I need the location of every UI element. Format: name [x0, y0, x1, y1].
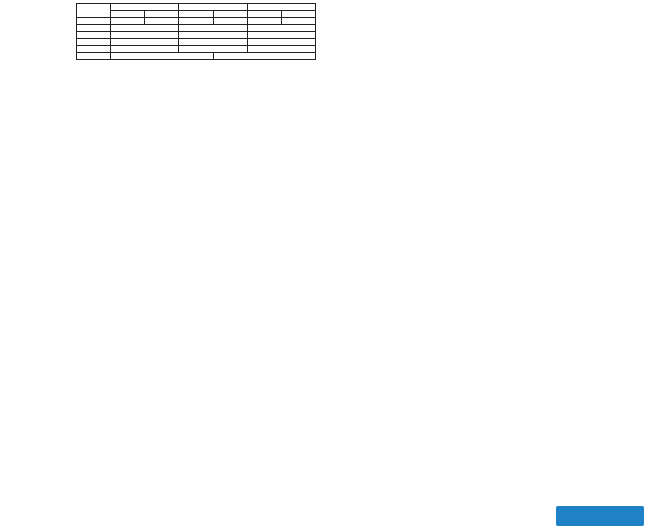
- table1-subhead: [281, 11, 315, 18]
- table1-group-yamaguchi: [111, 4, 179, 11]
- table1-row-head: [77, 32, 111, 39]
- table1-subhead: [247, 11, 281, 18]
- table1-cell: [179, 39, 247, 46]
- table1-cell: [111, 53, 213, 60]
- table1-row-head: [77, 46, 111, 53]
- table1-cell: [247, 32, 315, 39]
- table1-cell: [179, 25, 247, 32]
- category-table: [76, 3, 316, 60]
- table1-cell: [247, 46, 315, 53]
- table1-subhead: [213, 11, 247, 18]
- table1-subhead: [145, 11, 179, 18]
- table1-cell: [111, 32, 179, 39]
- table1-cell: [281, 18, 315, 25]
- hamlife-logo: [556, 506, 644, 526]
- table1-corner: [77, 4, 111, 18]
- table1-cell: [247, 18, 281, 25]
- table1-row-head: [77, 18, 111, 25]
- table1-cell: [213, 53, 315, 60]
- table1-row-head: [77, 53, 111, 60]
- table1-group-chugoku: [179, 4, 247, 11]
- table1-cell: [179, 18, 213, 25]
- table1-cell: [247, 25, 315, 32]
- table1-cell: [111, 46, 179, 53]
- table1-row-head: [77, 39, 111, 46]
- table1-row-head: [77, 25, 111, 32]
- table1-cell: [111, 18, 145, 25]
- table1-cell: [179, 32, 247, 39]
- table1-cell: [111, 39, 179, 46]
- table1-group-outside: [247, 4, 315, 11]
- table1-cell: [247, 39, 315, 46]
- table1-cell: [145, 18, 179, 25]
- table1-cell: [111, 25, 179, 32]
- table1-subhead: [111, 11, 145, 18]
- table1-cell: [213, 18, 247, 25]
- table1-subhead: [179, 11, 213, 18]
- table1-cell: [179, 46, 247, 53]
